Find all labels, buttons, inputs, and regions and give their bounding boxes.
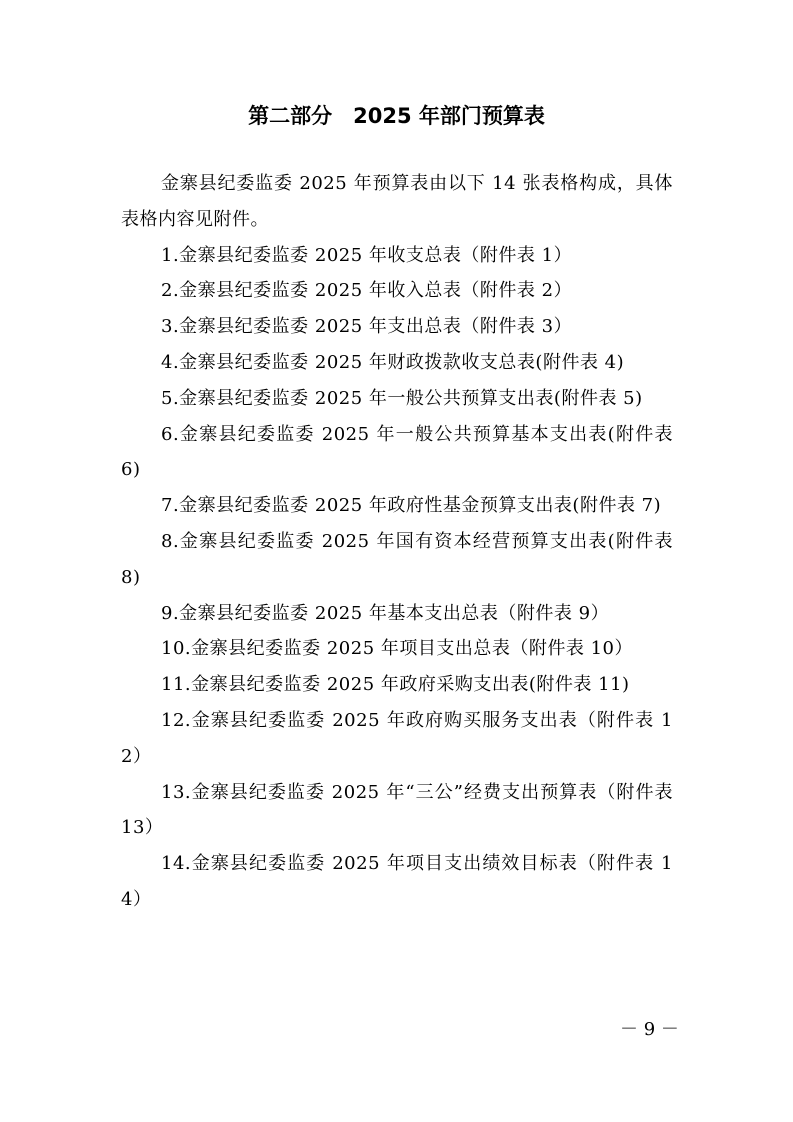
list-item: 13.金寨县纪委监委 2025 年“三公”经费支出预算表（附件表 13） — [121, 781, 673, 839]
list-item: 12.金寨县纪委监委 2025 年政府购买服务支出表（附件表 12） — [121, 709, 673, 767]
list-item: 5.金寨县纪委监委 2025 年一般公共预算支出表(附件表 5) — [161, 387, 643, 409]
list-item: 9.金寨县纪委监委 2025 年基本支出总表（附件表 9） — [161, 602, 610, 624]
list-item: 6.金寨县纪委监委 2025 年一般公共预算基本支出表(附件表 6) — [121, 423, 673, 481]
page-title: 第二部分 2025 年部门预算表 — [248, 104, 545, 128]
list-item: 8.金寨县纪委监委 2025 年国有资本经营预算支出表(附件表 8) — [121, 530, 673, 588]
list-item: 10.金寨县纪委监委 2025 年项目支出总表（附件表 10） — [161, 638, 634, 660]
document-body — [121, 166, 673, 918]
intro-paragraph: 金寨县纪委监委 2025 年预算表由以下 14 张表格构成，具体表格内容见附件。 — [121, 173, 673, 230]
list-item: 14.金寨县纪委监委 2025 年项目支出绩效目标表（附件表 14） — [121, 853, 673, 910]
list-item: 4.金寨县纪委监委 2025 年财政拨款收支总表(附件表 4) — [161, 351, 625, 373]
list-item: 1.金寨县纪委监委 2025 年收支总表（附件表 1） — [161, 244, 573, 266]
list-item: 3.金寨县纪委监委 2025 年支出总表（附件表 3） — [161, 316, 573, 338]
list-item: 2.金寨县纪委监委 2025 年收入总表（附件表 2） — [161, 280, 573, 302]
page-number: － 9 － — [620, 1019, 679, 1040]
list-item: 7.金寨县纪委监委 2025 年政府性基金预算支出表(附件表 7) — [161, 495, 662, 517]
list-item: 11.金寨县纪委监委 2025 年政府采购支出表(附件表 11) — [161, 674, 630, 696]
